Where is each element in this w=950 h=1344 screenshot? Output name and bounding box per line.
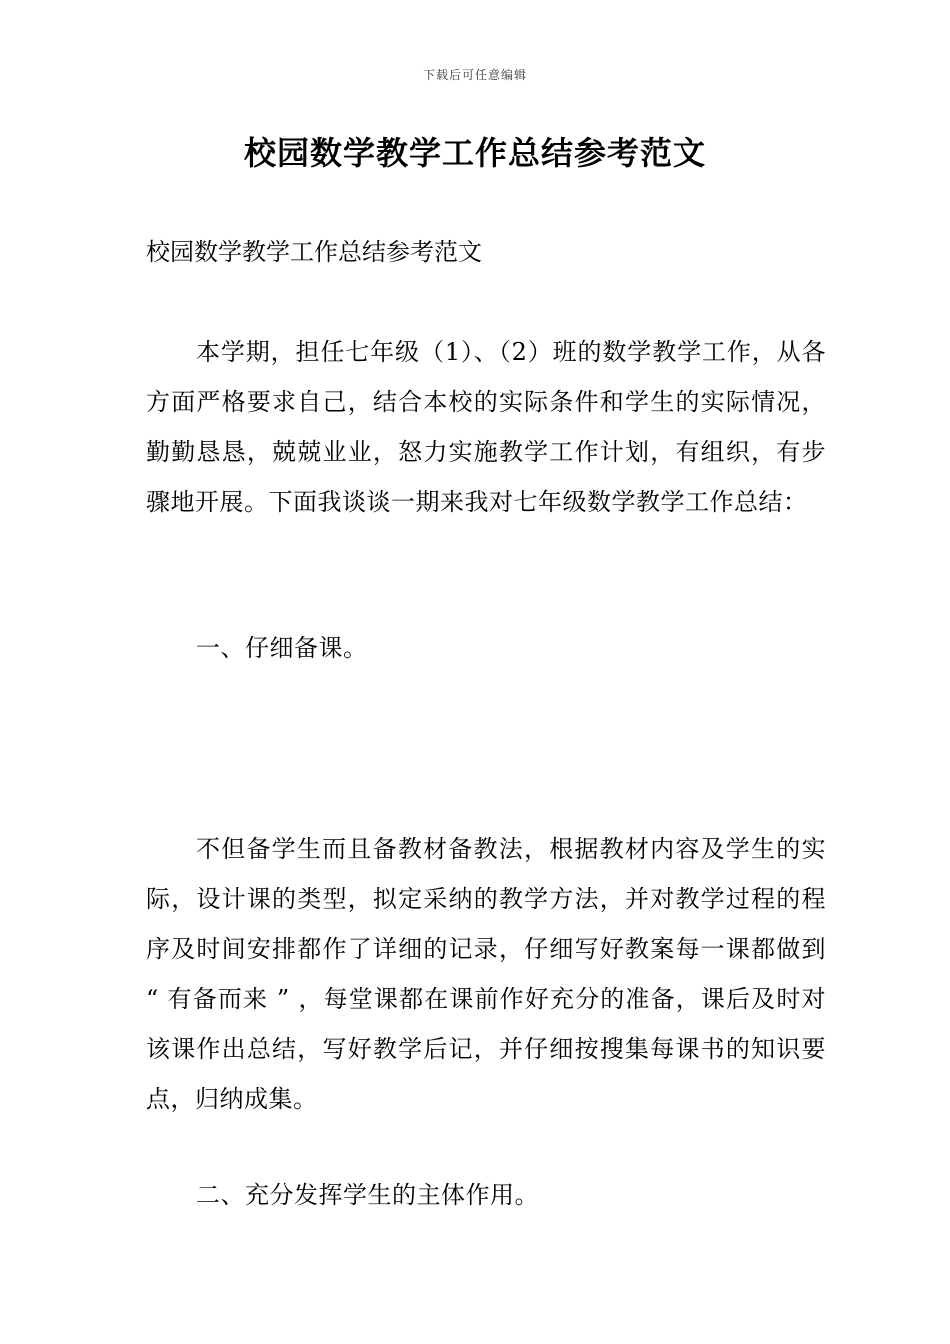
- document-subtitle: 校园数学教学工作总结参考范文: [146, 238, 482, 266]
- header-note: 下载后可任意编辑: [422, 68, 527, 82]
- section-1-paragraph: 不但备学生而且备教材备教法，根据教材内容及学生的实际，设计课的类型，拟定采纳的教学方法，并对教学过程的程序及时间安排都作了详细的记录，仔细写好教案每一课都做到 “ 有备而来 ” ，每堂课都在课前作好充分的准备，课后及时对该课作出总结，写好教学后记，并仔细按搜集每课书的知识要点，归纳成集。: [146, 835, 826, 1113]
- document-title: 校园数学教学工作总结参考范文: [243, 134, 706, 172]
- section-1-heading: 一、仔细备课。: [196, 634, 368, 662]
- section-2-heading: 二、充分发挥学生的主体作用。: [196, 1181, 539, 1209]
- intro-paragraph: 本学期，担任七年级（1）、（2）班的数学教学工作，从各方面严格要求自己，结合本校的实际条件和学生的实际情况，勤勤恳恳，兢兢业业，怒力实施教学工作计划，有组织，有步骤地开展。下面我谈谈一期来我对七年级数学教学工作总结：: [146, 338, 826, 516]
